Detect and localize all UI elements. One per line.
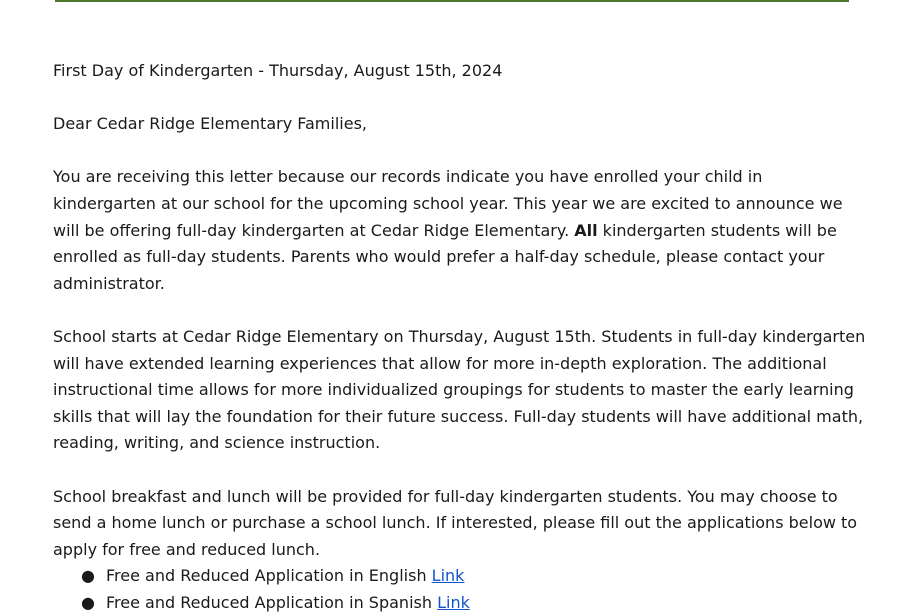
list-item-text: Free and Reduced Application in Spanish [106,592,438,612]
letter-heading: First Day of Kindergarten - Thursday, August 15th, 2024 [53,61,503,80]
spanish-application-link[interactable]: Link [437,592,470,612]
emphasis-text: All [574,220,598,240]
paragraph-line: skills that will lay the foundation for their future success. Full-day students will have additional math, [53,406,864,426]
paragraph-line [53,218,853,245]
paragraph-line: will have extended learning experiences that allow for more in-depth exploration. The additional [53,353,827,373]
list-item [53,563,853,590]
paragraph-line: You are receiving this letter because our records indicate you have enrolled your child in [53,167,763,187]
paragraph-enrollment [53,164,853,297]
application-list [53,563,853,616]
paragraph-line: kindergarten at our school for the upcoming school year. This year we are excited to announce we [53,193,843,213]
bullet-icon: ● [81,592,95,612]
paragraph-lunch [53,484,858,564]
paragraph-line: send a home lunch or purchase a school lunch. If interested, please fill out the applications below to [53,513,858,533]
paragraph-text: kindergarten students will be [597,220,837,240]
paragraph-line: enrolled as full-day students. Parents who would prefer a half-day schedule, please contact your [53,247,825,267]
list-item [53,590,853,616]
paragraph-school-start [53,324,866,457]
list-item-text: Free and Reduced Application in English [106,566,432,586]
paragraph-line: reading, writing, and science instruction. [53,433,381,453]
paragraph-text: will be offering full-day kindergarten at Cedar Ridge Elementary. [53,220,575,240]
paragraph-line: apply for free and reduced lunch. [53,539,321,559]
header-rule [55,0,849,2]
paragraph-line: instructional time allows for more individualized groupings for students to master the early learning [53,380,854,400]
bullet-icon: ● [81,566,95,586]
salutation: Dear Cedar Ridge Elementary Families, [53,114,367,134]
paragraph-line: School starts at Cedar Ridge Elementary on Thursday, August 15th. Students in full-day kindergarten [53,326,866,346]
paragraph-line: administrator. [53,273,165,293]
letter-body [53,58,866,616]
english-application-link[interactable]: Link [431,566,465,586]
paragraph-line: School breakfast and lunch will be provided for full-day kindergarten students. You may choose to [53,486,838,506]
